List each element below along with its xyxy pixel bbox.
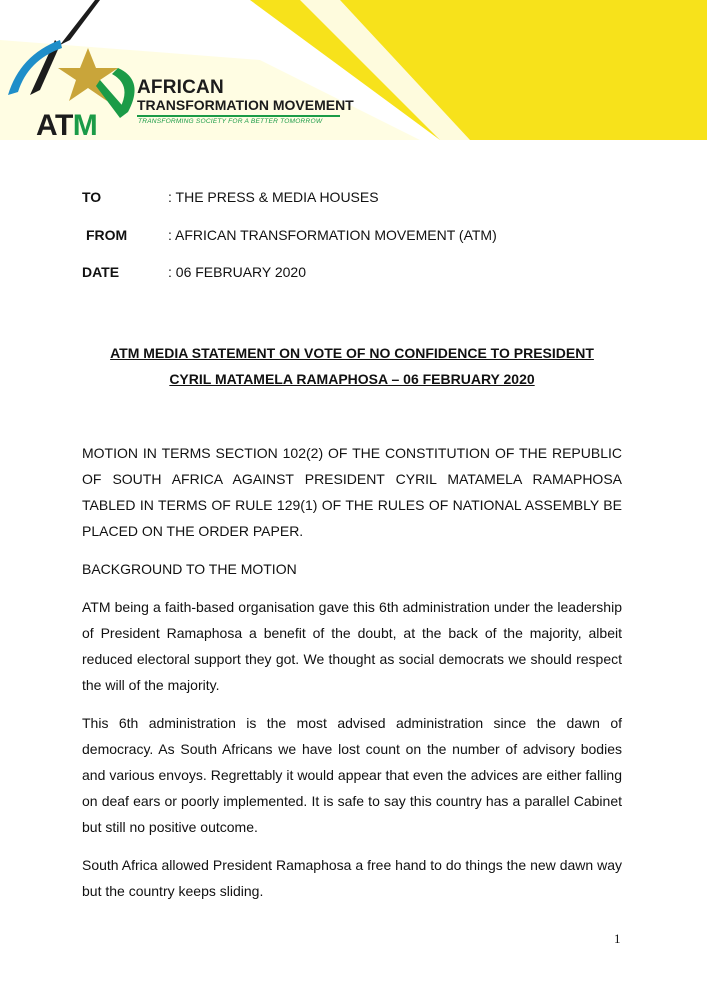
org-name-line1: AFRICAN (137, 77, 224, 98)
memo-from-label: FROM (86, 226, 128, 243)
statement-title (82, 340, 622, 392)
atm-logo (0, 0, 360, 150)
logo-abbreviation: ATM (36, 109, 98, 142)
logo-divider (137, 115, 340, 117)
org-name-line2: TRANSFORMATION MOVEMENT (137, 97, 354, 113)
statement-body (82, 440, 622, 916)
body-paragraph-1: ATM being a faith-based organisation gave this 6th administration under the leadership of President Ramaphosa a benefit of the doubt, at the back of the majority, albeit reduced electoral support they got. We thought as social democrats we should respect the will of the majority. (82, 599, 622, 693)
body-paragraph-2: This 6th administration is the most advised administration since the dawn of democracy. As South Africans we have lost count on the number of advisory bodies and various envoys. Regrettably it would appear that even the advices are either falling on deaf ears or poorly implemented. It is safe to say this country has a parallel Cabinet but still no positive outcome. (82, 715, 622, 835)
org-tagline: TRANSFORMING SOCIETY FOR A BETTER TOMORROW (138, 118, 323, 125)
memo-date-label: DATE (82, 264, 120, 280)
background-heading: BACKGROUND TO THE MOTION (82, 561, 297, 577)
memo-date-value: : 06 FEBRUARY 2020 (168, 264, 307, 280)
statement-title-line2: CYRIL MATAMELA RAMAPHOSA – 06 FEBRUARY 2020 (169, 371, 535, 387)
memo-to-value: : THE PRESS & MEDIA HOUSES (168, 189, 379, 205)
body-paragraph-3: South Africa allowed President Ramaphosa a free hand to do things the new dawn way but the country keeps sliding. (82, 857, 622, 899)
statement-title-line1: ATM MEDIA STATEMENT ON VOTE OF NO CONFIDENCE TO PRESIDENT (110, 345, 594, 361)
memo-from-value: : AFRICAN TRANSFORMATION MOVEMENT (ATM) (168, 226, 497, 243)
page-number: 1 (614, 931, 621, 946)
memo-to-label: TO (82, 189, 102, 205)
motion-paragraph: MOTION IN TERMS SECTION 102(2) OF THE CONSTITUTION OF THE REPUBLIC OF SOUTH AFRICA AGAINST PRESIDENT CYRIL MATAMELA RAMAPHOSA TABLED IN TERMS OF RULE 129(1) OF THE RULES OF NATIONAL ASSEMBLY BE PLACED ON THE ORDER PAPER. (82, 445, 622, 539)
